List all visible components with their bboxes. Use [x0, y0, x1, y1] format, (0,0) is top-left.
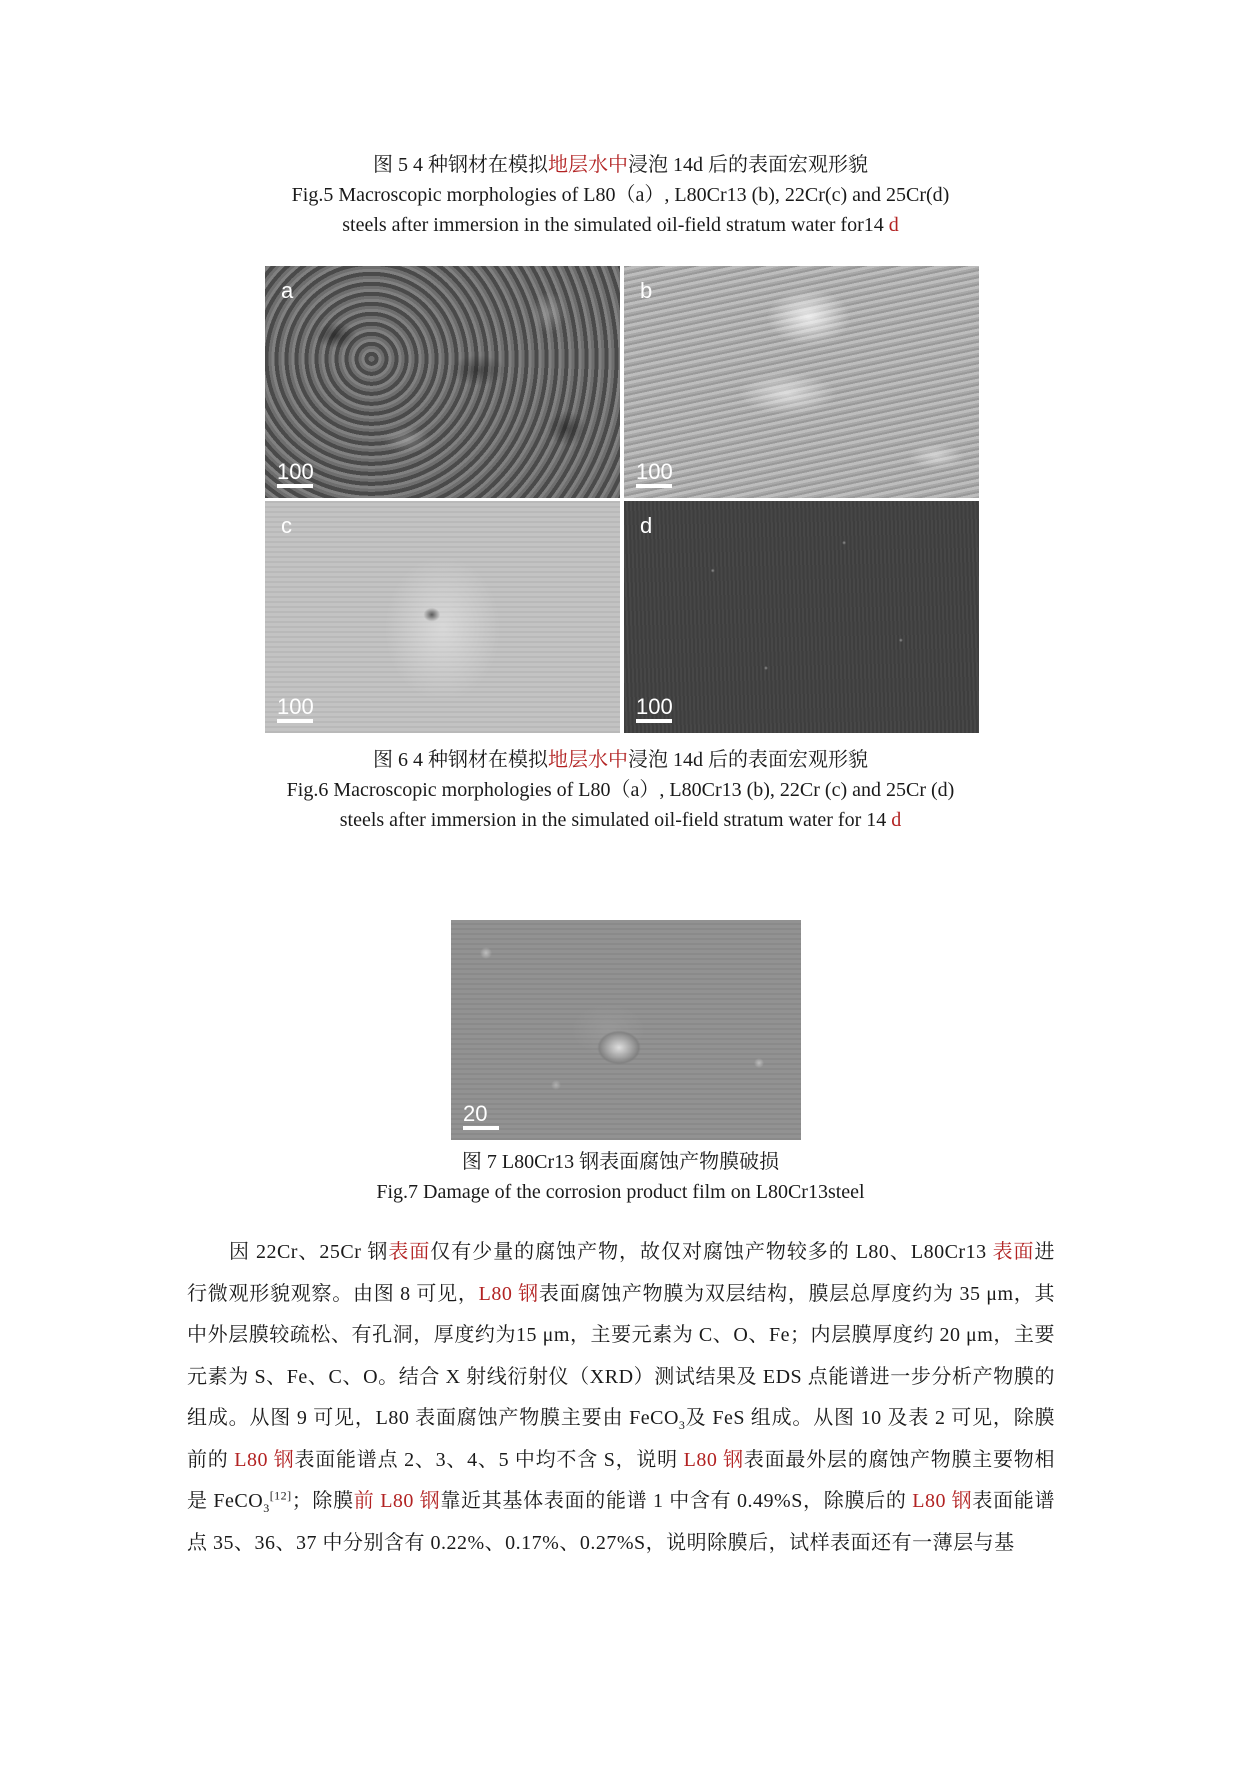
scale-bar-line [636, 484, 672, 488]
scale-bar: 100 [277, 696, 314, 723]
panel-label: b [640, 278, 653, 303]
figure-5-caption-en-line2: steels after immersion in the simulated oil-field stratum water for14 d [342, 214, 899, 236]
panel-label: d [640, 513, 653, 538]
figure-6-caption-en-line2: steels after immersion in the simulated oil-field stratum water for 14 d [339, 809, 902, 831]
citation: [12] [269, 1488, 292, 1503]
scale-bar-line [463, 1126, 499, 1130]
micrograph-panel-c [265, 501, 620, 733]
figure-6-caption-cn: 图 6 4 种钢材在模拟地层水中浸泡 14d 后的表面宏观形貌 [373, 749, 868, 771]
scale-bar-line [277, 484, 313, 488]
figure-5-caption [0, 150, 1241, 240]
scale-bar-line [636, 719, 672, 723]
figure-7-caption-cn: 图 7 L80Cr13 钢表面腐蚀产物膜破损 [461, 1151, 780, 1173]
body-paragraph: 因 22Cr、25Cr 钢表面仅有少量的腐蚀产物，故仅对腐蚀产物较多的 L80、L80Cr13 表面进行微观形貌观察。由图 8 可见，L80 钢表面腐蚀产物膜为双层结构，膜层总厚度约为 35 μm，其中外层膜较疏松、有孔洞，厚度约为15 μm，主要元素为 C、O、Fe；内层膜厚度约 20 μm，主要元素为 S、Fe、C、O。结合 X 射线衍射仪（XRD）测试结果及 EDS 点能谱进一步分析产物膜的组成。从图 9 可见，L80 表面腐蚀产物膜主要由 FeCO$_3$及 FeS 组成。从图 10 及表 2 可见，除膜前的 L80 钢表面能谱点 2、3、4、5 中均不含 S，说明 L80 钢表面最外层的腐蚀产物膜主要物相是 FeCO$_3$[12]；除膜前 L80 钢靠近其基体表面的能谱 1 中含有 0.49%S，除膜后的 L80 钢表面能谱点 35、36、37 中分别含有 0.22%、0.17%、0.27%S，说明除膜后，试样表面还有一薄层与基 [187, 1241, 1056, 1554]
scale-bar: 20 [463, 1103, 499, 1130]
figure-6-caption-en-line1: Fig.6 Macroscopic morphologies of L80（a）, L80Cr13 (b), 22Cr (c) and 25Cr (d) [286, 779, 955, 801]
scale-bar-line [277, 719, 313, 723]
figure-5-caption-cn: 图 5 4 种钢材在模拟地层水中浸泡 14d 后的表面宏观形貌 [373, 154, 868, 176]
figure-7-caption-en: Fig.7 Damage of the corrosion product film on L80Cr13steel [376, 1181, 865, 1203]
micrograph-figure-7 [451, 920, 801, 1140]
micrograph-panel-a [265, 266, 620, 498]
micrograph-panel-d [624, 501, 979, 733]
scale-bar: 100 [636, 461, 673, 488]
micrograph-panel-b [624, 266, 979, 498]
scale-bar: 100 [636, 696, 673, 723]
scale-bar: 100 [277, 461, 314, 488]
panel-label: c [281, 513, 292, 538]
figure-7-caption [0, 1147, 1241, 1207]
figure-5-caption-en-line1: Fig.5 Macroscopic morphologies of L80（a）, L80Cr13 (b), 22Cr(c) and 25Cr(d) [291, 184, 950, 206]
figure-6-caption [0, 745, 1241, 835]
panel-label: a [281, 278, 294, 303]
